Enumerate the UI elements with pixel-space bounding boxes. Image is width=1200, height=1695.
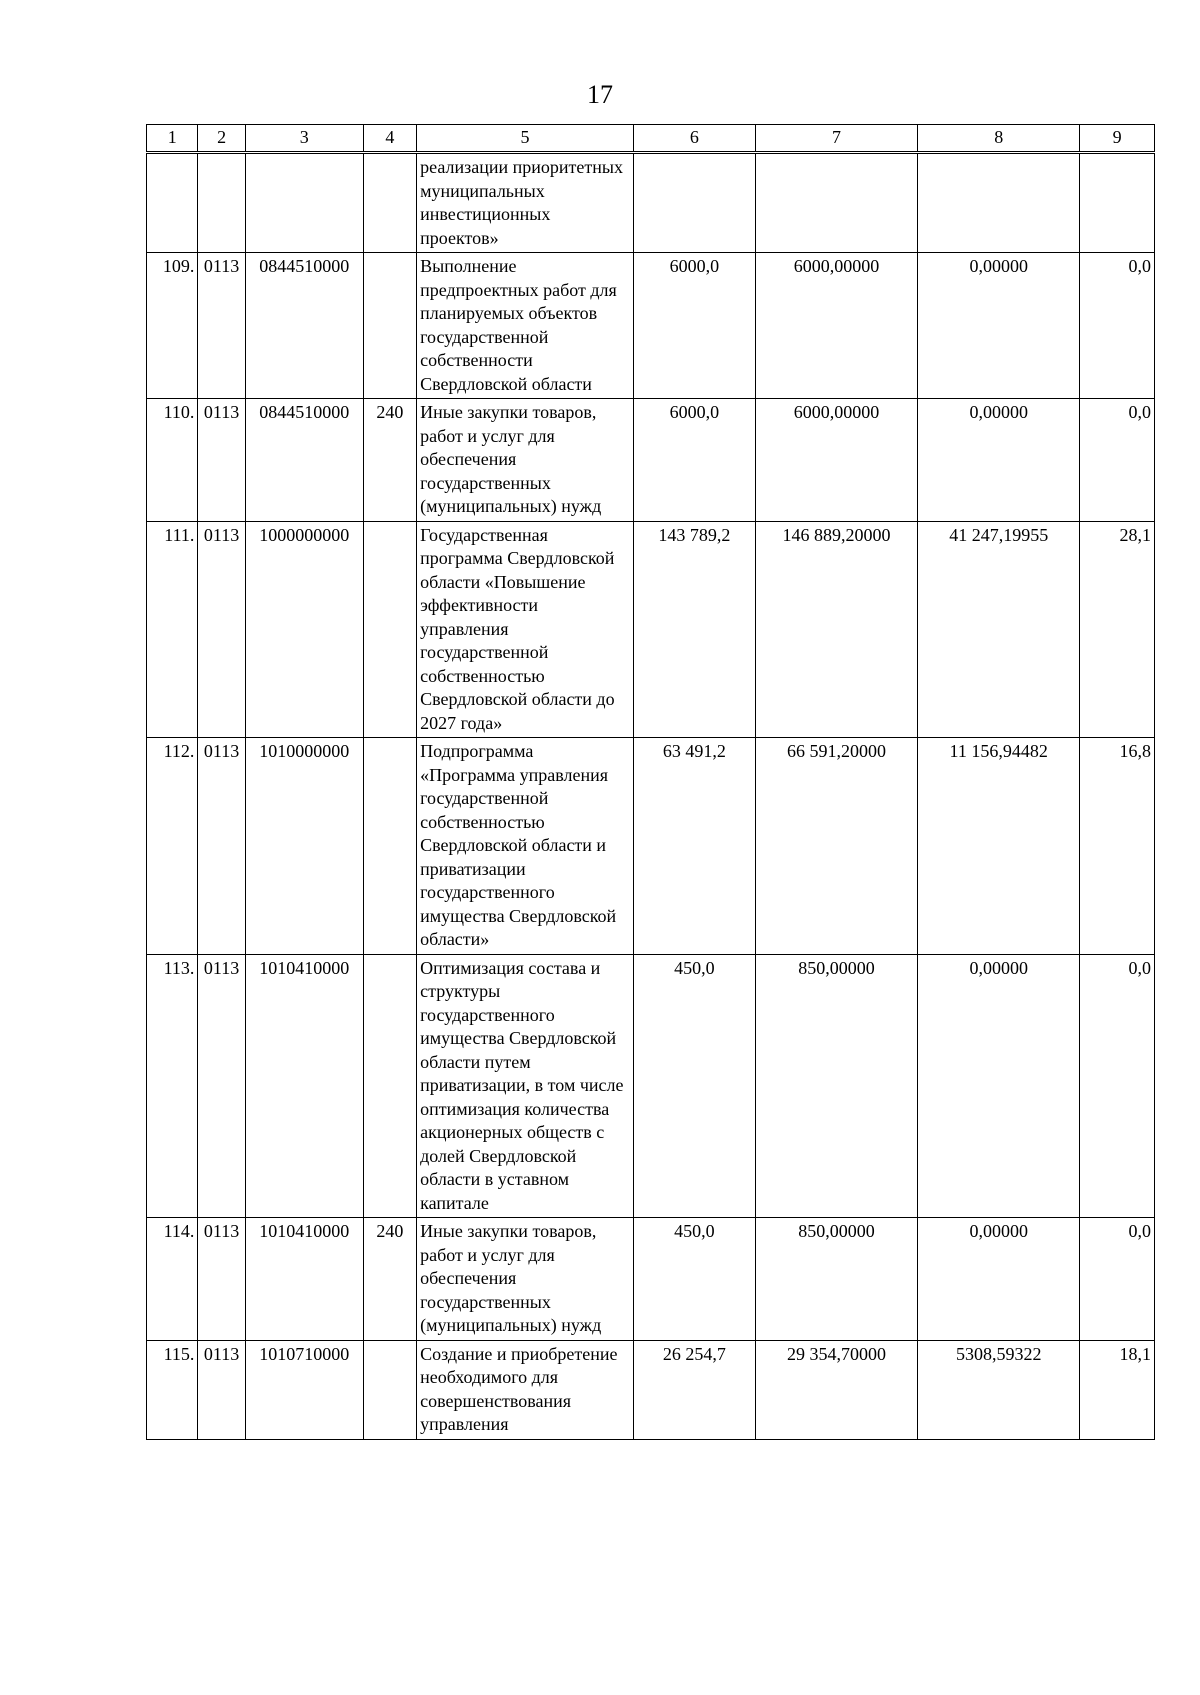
execution-percent: 18,1 xyxy=(1080,1340,1155,1439)
execution-percent: 0,0 xyxy=(1080,1218,1155,1341)
section-code: 0113 xyxy=(198,954,245,1218)
adjusted-amount: 850,00000 xyxy=(755,1218,917,1341)
execution-percent xyxy=(1080,153,1155,253)
target-code: 0844510000 xyxy=(245,253,363,399)
expense-type xyxy=(363,253,416,399)
section-code: 0113 xyxy=(198,1218,245,1341)
target-code: 1010710000 xyxy=(245,1340,363,1439)
expense-type xyxy=(363,521,416,738)
plan-amount: 63 491,2 xyxy=(633,738,755,955)
table-row xyxy=(147,1340,1155,1439)
column-header: 8 xyxy=(918,125,1080,153)
target-code xyxy=(245,153,363,253)
section-code: 0113 xyxy=(198,1340,245,1439)
item-name: реализации приоритетных муниципальных инвестиционных проектов» xyxy=(417,153,634,253)
item-name: Создание и приобретение необходимого для совершенствования управления xyxy=(417,1340,634,1439)
expense-type xyxy=(363,954,416,1218)
execution-percent: 0,0 xyxy=(1080,954,1155,1218)
item-name: Оптимизация состава и структуры государственного имущества Свердловской области путем приватизации, в том числе оптимизация количества акционерных обществ с долей Свердловской области в уставном капитале xyxy=(417,954,634,1218)
row-number: 114. xyxy=(147,1218,198,1341)
item-name: Иные закупки товаров, работ и услуг для обеспечения государственных (муниципальных) нужд xyxy=(417,1218,634,1341)
adjusted-amount: 29 354,70000 xyxy=(755,1340,917,1439)
plan-amount: 143 789,2 xyxy=(633,521,755,738)
row-number: 113. xyxy=(147,954,198,1218)
item-name: Государственная программа Свердловской области «Повышение эффективности управления государственной собственностью Свердловской области до 2027 года» xyxy=(417,521,634,738)
adjusted-amount: 850,00000 xyxy=(755,954,917,1218)
expense-type: 240 xyxy=(363,1218,416,1341)
column-header: 5 xyxy=(417,125,634,153)
adjusted-amount: 6000,00000 xyxy=(755,253,917,399)
target-code: 1010410000 xyxy=(245,954,363,1218)
executed-amount: 0,00000 xyxy=(918,1218,1080,1341)
page-number: 17 xyxy=(587,80,613,109)
executed-amount xyxy=(918,153,1080,253)
adjusted-amount: 6000,00000 xyxy=(755,399,917,522)
column-header: 7 xyxy=(755,125,917,153)
header-row xyxy=(147,125,1155,153)
target-code: 0844510000 xyxy=(245,399,363,522)
table-row xyxy=(147,521,1155,738)
execution-percent: 28,1 xyxy=(1080,521,1155,738)
executed-amount: 0,00000 xyxy=(918,954,1080,1218)
item-name: Иные закупки товаров, работ и услуг для обеспечения государственных (муниципальных) нужд xyxy=(417,399,634,522)
table-row xyxy=(147,253,1155,399)
target-code: 1000000000 xyxy=(245,521,363,738)
plan-amount: 6000,0 xyxy=(633,399,755,522)
table-row xyxy=(147,399,1155,522)
plan-amount: 450,0 xyxy=(633,954,755,1218)
table-row xyxy=(147,954,1155,1218)
executed-amount: 11 156,94482 xyxy=(918,738,1080,955)
row-number: 112. xyxy=(147,738,198,955)
executed-amount: 41 247,19955 xyxy=(918,521,1080,738)
section-code: 0113 xyxy=(198,253,245,399)
section-code xyxy=(198,153,245,253)
column-header: 2 xyxy=(198,125,245,153)
expense-type xyxy=(363,153,416,253)
row-number: 109. xyxy=(147,253,198,399)
plan-amount: 6000,0 xyxy=(633,253,755,399)
item-name: Выполнение предпроектных работ для планируемых объектов государственной собственности Свердловской области xyxy=(417,253,634,399)
item-name: Подпрограмма «Программа управления государственной собственностью Свердловской области и приватизации государственного имущества Свердловской области» xyxy=(417,738,634,955)
column-header: 6 xyxy=(633,125,755,153)
budget-table xyxy=(146,124,1155,1440)
adjusted-amount xyxy=(755,153,917,253)
table-row xyxy=(147,153,1155,253)
row-number: 115. xyxy=(147,1340,198,1439)
row-number: 110. xyxy=(147,399,198,522)
execution-percent: 0,0 xyxy=(1080,253,1155,399)
section-code: 0113 xyxy=(198,521,245,738)
column-header: 9 xyxy=(1080,125,1155,153)
expense-type xyxy=(363,1340,416,1439)
plan-amount: 26 254,7 xyxy=(633,1340,755,1439)
expense-type: 240 xyxy=(363,399,416,522)
plan-amount: 450,0 xyxy=(633,1218,755,1341)
adjusted-amount: 66 591,20000 xyxy=(755,738,917,955)
table-row xyxy=(147,738,1155,955)
execution-percent: 0,0 xyxy=(1080,399,1155,522)
plan-amount xyxy=(633,153,755,253)
column-header: 4 xyxy=(363,125,416,153)
row-number xyxy=(147,153,198,253)
adjusted-amount: 146 889,20000 xyxy=(755,521,917,738)
target-code: 1010000000 xyxy=(245,738,363,955)
executed-amount: 0,00000 xyxy=(918,253,1080,399)
executed-amount: 0,00000 xyxy=(918,399,1080,522)
section-code: 0113 xyxy=(198,399,245,522)
column-header: 3 xyxy=(245,125,363,153)
table-row xyxy=(147,1218,1155,1341)
column-header: 1 xyxy=(147,125,198,153)
execution-percent: 16,8 xyxy=(1080,738,1155,955)
section-code: 0113 xyxy=(198,738,245,955)
executed-amount: 5308,59322 xyxy=(918,1340,1080,1439)
target-code: 1010410000 xyxy=(245,1218,363,1341)
row-number: 111. xyxy=(147,521,198,738)
expense-type xyxy=(363,738,416,955)
